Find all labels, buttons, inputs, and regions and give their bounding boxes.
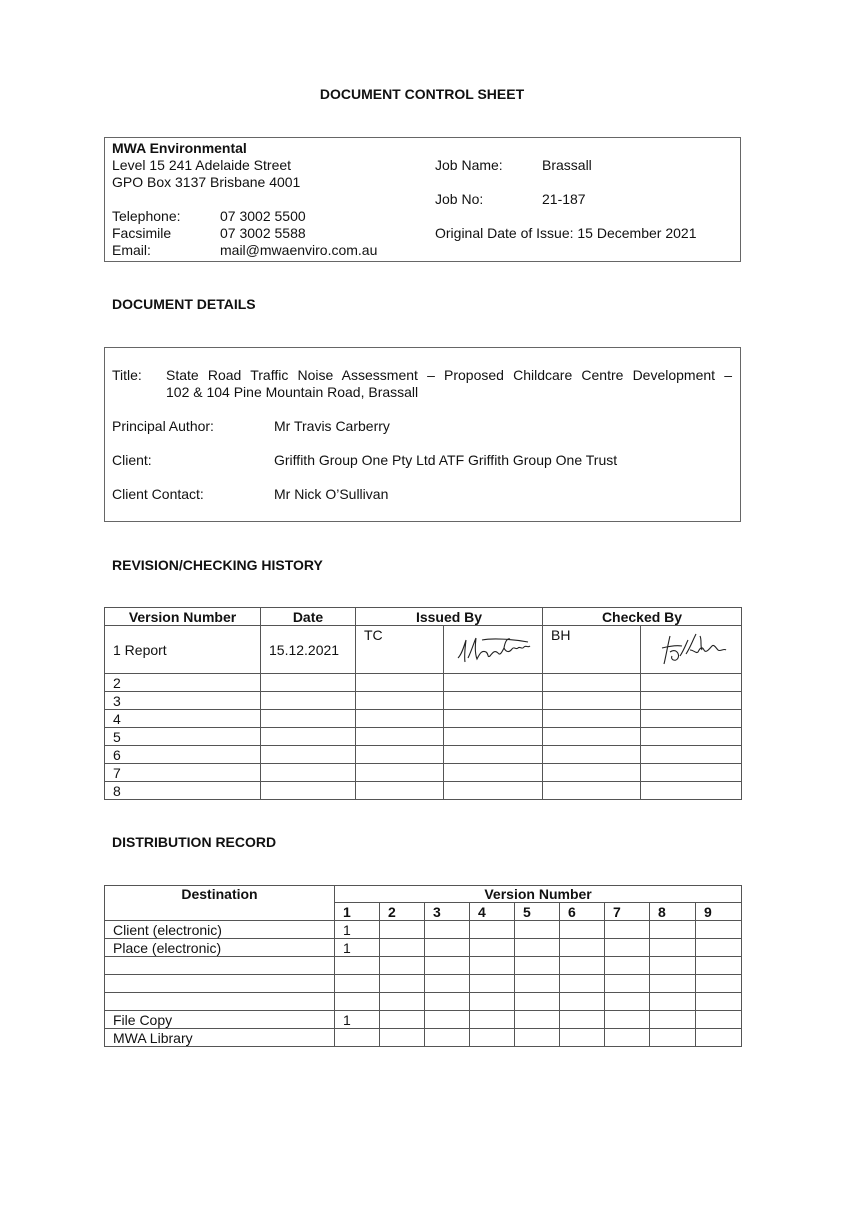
contact-value: Mr Nick O’Sullivan [274,486,389,502]
version-cell: 7 [105,764,261,782]
version-col-6: 6 [560,903,605,921]
version-col-9: 9 [696,903,742,921]
telephone-value: 07 3002 5500 [220,208,306,224]
issued-initials: TC [356,626,444,674]
header-version-number: Version Number [335,886,742,903]
header-date: Date [261,608,356,626]
table-row [105,921,742,939]
table-row [105,975,742,993]
version-1-cell [335,1029,380,1047]
header-destination: Destination [105,886,335,921]
destination-cell: MWA Library [105,1029,335,1047]
destination-cell [105,975,335,993]
version-1-cell: 1 [335,1011,380,1029]
distribution-table [104,885,742,1047]
version-col-8: 8 [650,903,696,921]
table-row [105,957,742,975]
company-name: MWA Environmental [112,140,247,156]
issue-date: Original Date of Issue: 15 December 2021 [435,225,697,241]
table-row [105,674,742,692]
facsimile-label: Facsimile [112,225,172,241]
telephone-label: Telephone: [112,208,181,224]
version-col-7: 7 [605,903,650,921]
table-row [105,626,742,674]
version-cell: 1 Report [105,626,261,674]
revision-table [104,607,742,800]
page-title: DOCUMENT CONTROL SHEET [319,86,525,102]
table-row [105,993,742,1011]
version-cell: 6 [105,746,261,764]
version-col-2: 2 [380,903,425,921]
distribution-heading: DISTRIBUTION RECORD [112,834,277,850]
table-row [105,728,742,746]
table-row [105,746,742,764]
author-label: Principal Author: [112,418,214,434]
signature-checked [650,628,732,668]
job-no-value: 21-187 [542,191,586,207]
version-1-cell: 1 [335,921,380,939]
table-row [105,710,742,728]
table-row [105,939,742,957]
signature-issued [452,628,534,668]
facsimile-value: 07 3002 5588 [220,225,306,241]
title-value-line-1: State Road Traffic Noise Assessment – Proposed Childcare Centre Development – [166,367,732,383]
version-col-4: 4 [470,903,515,921]
version-1-cell: 1 [335,939,380,957]
title-value-line-2: 102 & 104 Pine Mountain Road, Brassall [166,384,419,400]
version-col-1: 1 [335,903,380,921]
client-value: Griffith Group One Pty Ltd ATF Griffith Group One Trust [274,452,618,468]
version-1-cell [335,975,380,993]
date-cell: 15.12.2021 [261,626,356,674]
version-1-cell [335,957,380,975]
author-value: Mr Travis Carberry [274,418,390,434]
table-row [105,1029,742,1047]
version-cell: 2 [105,674,261,692]
version-1-cell [335,993,380,1011]
destination-cell [105,993,335,1011]
table-row [105,764,742,782]
version-cell: 4 [105,710,261,728]
job-name-label: Job Name: [435,157,503,173]
client-label: Client: [112,452,152,468]
version-col-3: 3 [425,903,470,921]
checked-initials: BH [543,626,641,674]
header-checked-by: Checked By [543,608,742,626]
document-details-heading: DOCUMENT DETAILS [112,296,256,312]
version-cell: 5 [105,728,261,746]
destination-cell: Place (electronic) [105,939,335,957]
email-value: mail@mwaenviro.com.au [220,242,378,258]
destination-cell [105,957,335,975]
email-label: Email: [112,242,151,258]
destination-cell: File Copy [105,1011,335,1029]
issued-signature-cell [444,626,543,674]
destination-cell: Client (electronic) [105,921,335,939]
version-cell: 3 [105,692,261,710]
title-label: Title: [112,367,142,383]
version-col-5: 5 [515,903,560,921]
header-issued-by: Issued By [356,608,543,626]
job-no-label: Job No: [435,191,484,207]
header-version-number: Version Number [105,608,261,626]
revision-heading: REVISION/CHECKING HISTORY [112,557,323,573]
table-row [105,782,742,800]
contact-label: Client Contact: [112,486,204,502]
checked-signature-cell [641,626,742,674]
table-row [105,692,742,710]
job-name-value: Brassall [542,157,592,173]
company-address-2: GPO Box 3137 Brisbane 4001 [112,174,301,190]
version-cell: 8 [105,782,261,800]
table-row [105,1011,742,1029]
company-address-1: Level 15 241 Adelaide Street [112,157,292,173]
